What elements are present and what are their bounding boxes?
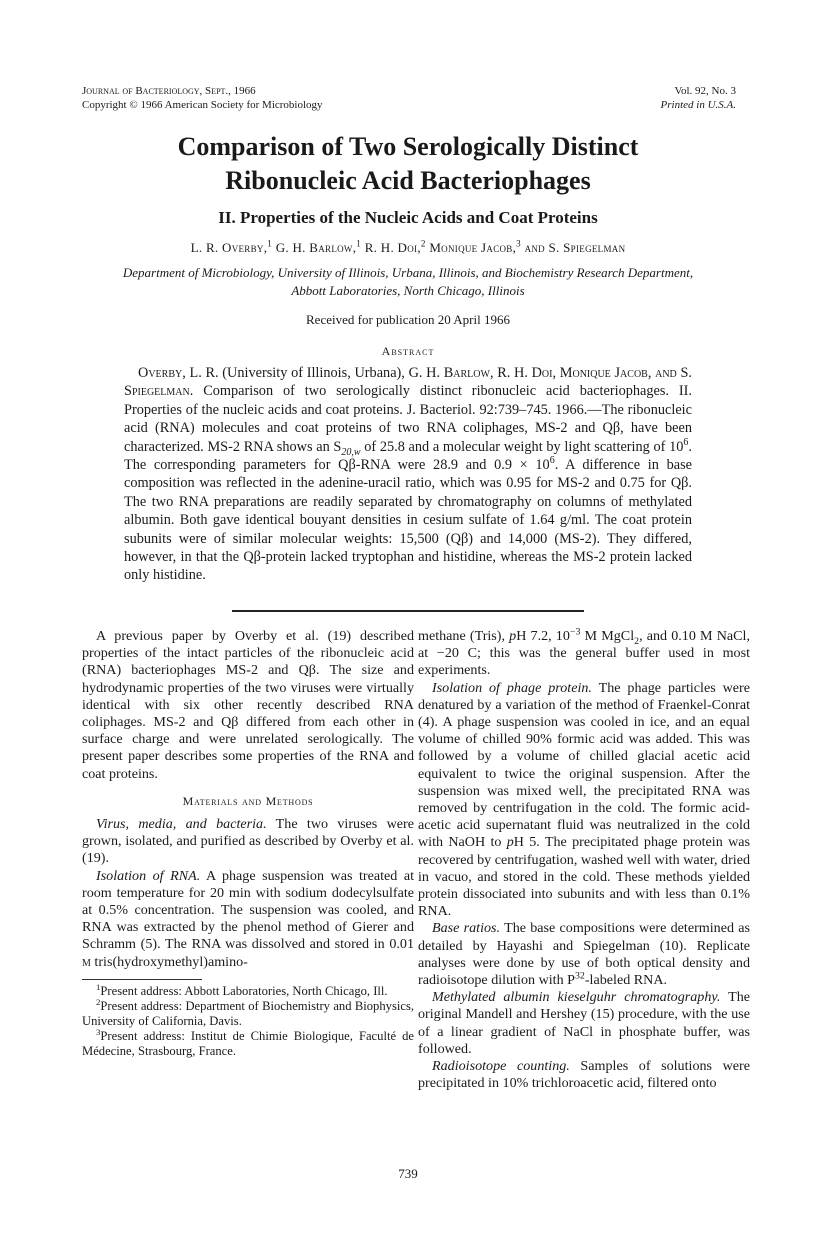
author-1: L. R. Overby, [190, 240, 268, 255]
intro-paragraph: A previous paper by Overby et al. (19) described properties of the intact particles of the ribonucleic acid (RNA) bacteriophages MS-2 and Qβ. The size and hydrodynamic properties of the two viruses were virtually identical with six other recently described RNA coliphages. MS-2 and Qβ differed from each other in surface charge and were unrelated serologically. The present paper describes some properties of the RNA and coat proteins. [82, 628, 414, 782]
abstract-sup-2: 6 [549, 455, 555, 467]
footnote-1-mark: 1 [96, 981, 101, 992]
abstract-authors: G. H. Barlow, R. H. Doi, Monique Jacob, and S. Spiegelman [124, 365, 692, 400]
author-4-footnote: 3 [516, 238, 522, 249]
footnote-3-mark: 3 [96, 1026, 101, 1037]
article-title [0, 130, 816, 198]
page-number: 739 [398, 1166, 418, 1181]
author-1-footnote: 1 [267, 238, 273, 249]
virus-paragraph [82, 816, 414, 868]
protein-paragraph [418, 680, 750, 921]
abstract-heading: Abstract [381, 344, 435, 358]
affiliation: Department of Microbiology, University of Illinois, Urbana, Illinois, and Biochemistry Research Department, Abbott Laboratories, North Chicago, Illinois [122, 265, 694, 298]
left-column [82, 628, 414, 1059]
tris-text-d: , and 0.10 M NaCl, at −20 C; this was the general buffer used in most experiments. [418, 628, 750, 679]
mak-paragraph [418, 989, 750, 1058]
title-line-2: Ribonucleic Acid Bacteriophages [225, 166, 591, 195]
author-5: and S. Spiegelman [524, 240, 626, 255]
footnote-3-text: Present address: Institut de Chimie Biologique, Faculté de Médecine, Strasbourg, France. [82, 1028, 414, 1058]
author-3-footnote: 2 [420, 238, 426, 249]
right-column [418, 628, 750, 1092]
tris-sub: 2 [634, 635, 640, 647]
printed-in: Printed in U.S.A. [660, 99, 736, 111]
title-line-1: Comparison of Two Serologically Distinct [177, 132, 639, 161]
abstract-text-4: . The corresponding parameters for Qβ-RNA were 28.9 and 0.9 × 10 [124, 438, 692, 474]
footnote-3 [82, 1026, 414, 1059]
tris-ph: p [509, 628, 517, 644]
footnote-2-mark: 2 [96, 996, 101, 1007]
abstract-body [124, 364, 692, 585]
protein-text: The phage particles were denatured by a variation of the method of Fraenkel-Conrat (4). A phage suspension was cooled in ice, and an equal volume of chilled 90% formic acid was added. This was followed by a volume of chilled glacial acetic acid equivalent to twice the original suspension. After the suspension was mixed well, the precipitated RNA was removed by centrifugation in the cold. The formic acid-acetic acid supernatant fluid was neutralized in the cold with NaOH to [418, 679, 750, 851]
author-2: G. H. Barlow, [275, 240, 357, 255]
mak-text: The original Mandell and Hershey (15) procedure, with the use of a linear gradient of NaCl in phosphate buffer, was followed. [418, 989, 750, 1057]
abstract-sup-1: 6 [683, 436, 689, 448]
footnote-1 [82, 981, 414, 999]
abstract-text-2: . Comparison of two serologically distinct ribonucleic acid bacteriophages. II. Properties of the nucleic acids and coat proteins. J. Bacteriol. 92:739–745. 1966.—The ribonucleic acid (RNA) molecules and coat proteins of two RNA coliphages, MS-2 and Qβ, have been characterized. MS-2 RNA shows an S [124, 383, 692, 455]
running-header-right [661, 84, 736, 112]
base-text: The base compositions were determined as detailed by Hayashi and Spiegelman (10). Replicate analyses were done by use of both optical density and radioisotope dilution with P [418, 920, 750, 989]
author-2-footnote: 1 [356, 238, 362, 249]
base-sup: 32 [575, 970, 585, 982]
rna-tail: tris(hydroxymethyl)amino- [90, 953, 248, 970]
radio-text: Samples of solutions were precipitated in 10% trichloroacetic acid, filtered onto [418, 1058, 750, 1092]
volume-issue: Vol. 92, No. 3 [674, 85, 736, 97]
journal-name: Journal of Bacteriology, Sept., 1966 [82, 85, 256, 97]
footnote-2-text: Present address: Department of Biochemistry and Biophysics, University of California, Davis. [82, 998, 414, 1028]
received-date: Received for publication 20 April 1966 [306, 312, 510, 327]
abstract-text-5: . A difference in base composition was reflected in the adenine-uracil ratio, which was 0.95 for MS-2 and 0.75 for Qβ. The two RNA preparations are readily separated by chromatography on columns of methylated albumin. Both gave identical bouyant densities in cesium sulfate of 1.64 g/ml. The coat protein subunits were of similar molecular weights: 15,500 (Qβ) and 14,000 (MS-2). They differed, however, in that the Qβ-protein lacked tryptophan and histidine, whereas the MS-2 protein lacked only histidine. [124, 457, 692, 584]
copyright-line: Copyright © 1966 American Society for Microbiology [82, 99, 323, 111]
footnote-1-text: Present address: Abbott Laboratories, North Chicago, Ill. [100, 983, 388, 998]
protein-heading: Isolation of phage protein. [432, 679, 592, 696]
virus-heading: Virus, media, and bacteria. [96, 816, 267, 833]
mak-heading: Methylated albumin kieselguhr chromatography. [432, 989, 721, 1006]
abstract-text-1: (University of Illinois, Urbana), [218, 365, 409, 381]
virus-text: The two viruses were grown, isolated, and purified as described by Overby et al. (19). [82, 816, 415, 867]
tris-text-a: methane (Tris), [418, 628, 510, 644]
author-4: Monique Jacob, [429, 240, 517, 255]
section-divider [232, 610, 584, 612]
protein-text-2: H 5. The precipitated phage protein was recovered by centrifugation, washed well with water, dried in vacuo, and stored in the cold. These methods yielded protein dissociated into subunits and with less than 0.1% RNA. [418, 834, 750, 920]
author-list [0, 240, 816, 256]
rna-heading: Isolation of RNA. [96, 867, 201, 884]
base-tail: -labeled RNA. [584, 972, 668, 989]
abstract-sub: 20,w [341, 446, 361, 458]
footnote-2 [82, 996, 414, 1029]
abstract-text-3: of 25.8 and a molecular weight by light scattering of 10 [360, 438, 684, 455]
rna-paragraph [82, 868, 414, 971]
article-subtitle: II. Properties of the Nucleic Acids and Coat Proteins [218, 208, 598, 227]
rna-text: A phage suspension was treated at room temperature for 20 min with sodium dodecylsulfate at 0.5% concentration. The suspension was cooled, and RNA was extracted by the phenol method of Gierer and Schramm (5). The RNA was dissolved and stored in 0.01 [82, 867, 415, 953]
author-3: R. H. Doi, [364, 240, 421, 255]
radio-heading: Radioisotope counting. [432, 1058, 570, 1075]
abstract-lead-author: Overby, L. R. [138, 365, 219, 381]
tris-continuation [418, 628, 750, 680]
tris-sup: −3 [569, 626, 581, 638]
tris-text-b: H 7.2, 10 [516, 628, 570, 644]
tris-text-c: M MgCl [580, 628, 635, 644]
footnote-rule [82, 979, 202, 980]
protein-ph: p [506, 834, 514, 851]
rna-unit: m [82, 953, 91, 970]
radio-paragraph [418, 1058, 750, 1092]
base-paragraph [418, 920, 750, 989]
methods-heading: Materials and Methods [182, 793, 314, 808]
base-heading: Base ratios. [432, 920, 501, 937]
running-header-left [82, 84, 323, 112]
